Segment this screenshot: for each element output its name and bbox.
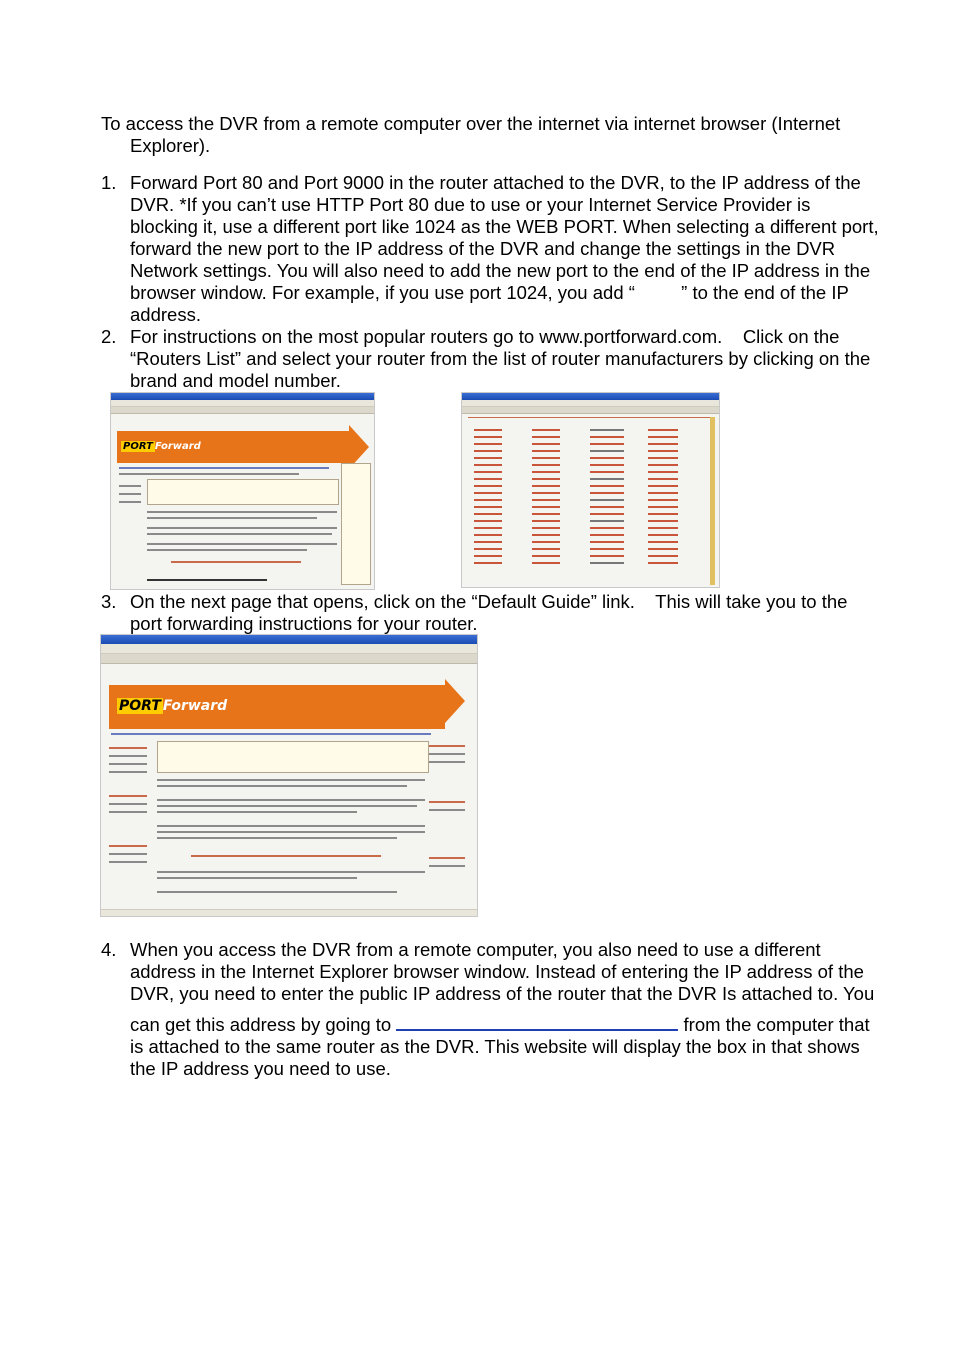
step-1-line: browser window. For example, if you use port 1024, you add “ ” to the end of the IP (130, 282, 849, 303)
step-1-line: address. (130, 304, 201, 325)
step-1-line: Forward Port 80 and Port 9000 in the router attached to the DVR, to the IP address of the (130, 172, 861, 193)
step-2-text (130, 326, 910, 392)
step-4-line: When you access the DVR from a remote computer, you also need to use a different (130, 939, 821, 960)
step-3-number: 3. (101, 591, 117, 612)
step-1-number: 1. (101, 172, 117, 193)
step-4-text (130, 939, 910, 1080)
step-4-line: the IP address you need to use. (130, 1058, 391, 1079)
step-4-line: DVR, you need to enter the public IP address of the router that the DVR Is attached to. You (130, 983, 875, 1004)
step-1-line: DVR. *If you can’t use HTTP Port 80 due to use or your Internet Service Provider is (130, 194, 811, 215)
ip-lookup-link[interactable] (396, 1011, 678, 1031)
portforward-logo: PORT Forward (119, 698, 228, 714)
step-4-line: can get this address by going to (130, 1014, 392, 1035)
step-3-text (130, 591, 910, 635)
step-2-line: brand and model number. (130, 370, 341, 391)
step-1-line: blocking it, use a different port like 1024 as the WEB PORT. When selecting a different port, (130, 216, 879, 237)
step-2-line: “Routers List” and select your router from the list of router manufacturers by clicking on the (130, 348, 871, 369)
routers-list-screenshot (461, 392, 720, 588)
intro-text: To access the DVR from a remote computer over the internet via internet browser (Internet Explorer). (101, 113, 841, 156)
router-brand-column (590, 429, 624, 569)
step-4-number: 4. (101, 939, 117, 960)
router-brand-column (474, 429, 502, 569)
step-4-link-line (130, 1011, 910, 1036)
step-4-line: from the computer that (683, 1014, 870, 1035)
step-1-text (130, 172, 910, 326)
step-4-line: address in the Internet Explorer browser window. Instead of entering the IP address of the (130, 961, 864, 982)
portforward-logo: PORT Forward (123, 441, 201, 452)
step-1-line: forward the new port to the IP address of the DVR and change the settings in the DVR (130, 238, 836, 259)
step-2-number: 2. (101, 326, 117, 347)
portforward-homepage-screenshot (110, 392, 375, 590)
step-2-line: For instructions on the most popular routers go to www.portforward.com. Click on the (130, 326, 840, 347)
router-brand-column (648, 429, 678, 569)
router-brand-column (532, 429, 560, 569)
step-3-line: On the next page that opens, click on the “Default Guide” link. This will take you to the (130, 591, 848, 612)
router-guide-screenshot (100, 634, 478, 917)
intro-line-1 (101, 113, 920, 157)
step-4-line: is attached to the same router as the DVR. This website will display the box in that shows (130, 1036, 860, 1057)
step-1-line: Network settings. You will also need to add the new port to the end of the IP address in the (130, 260, 871, 281)
step-3-line: port forwarding instructions for your router. (130, 613, 478, 634)
